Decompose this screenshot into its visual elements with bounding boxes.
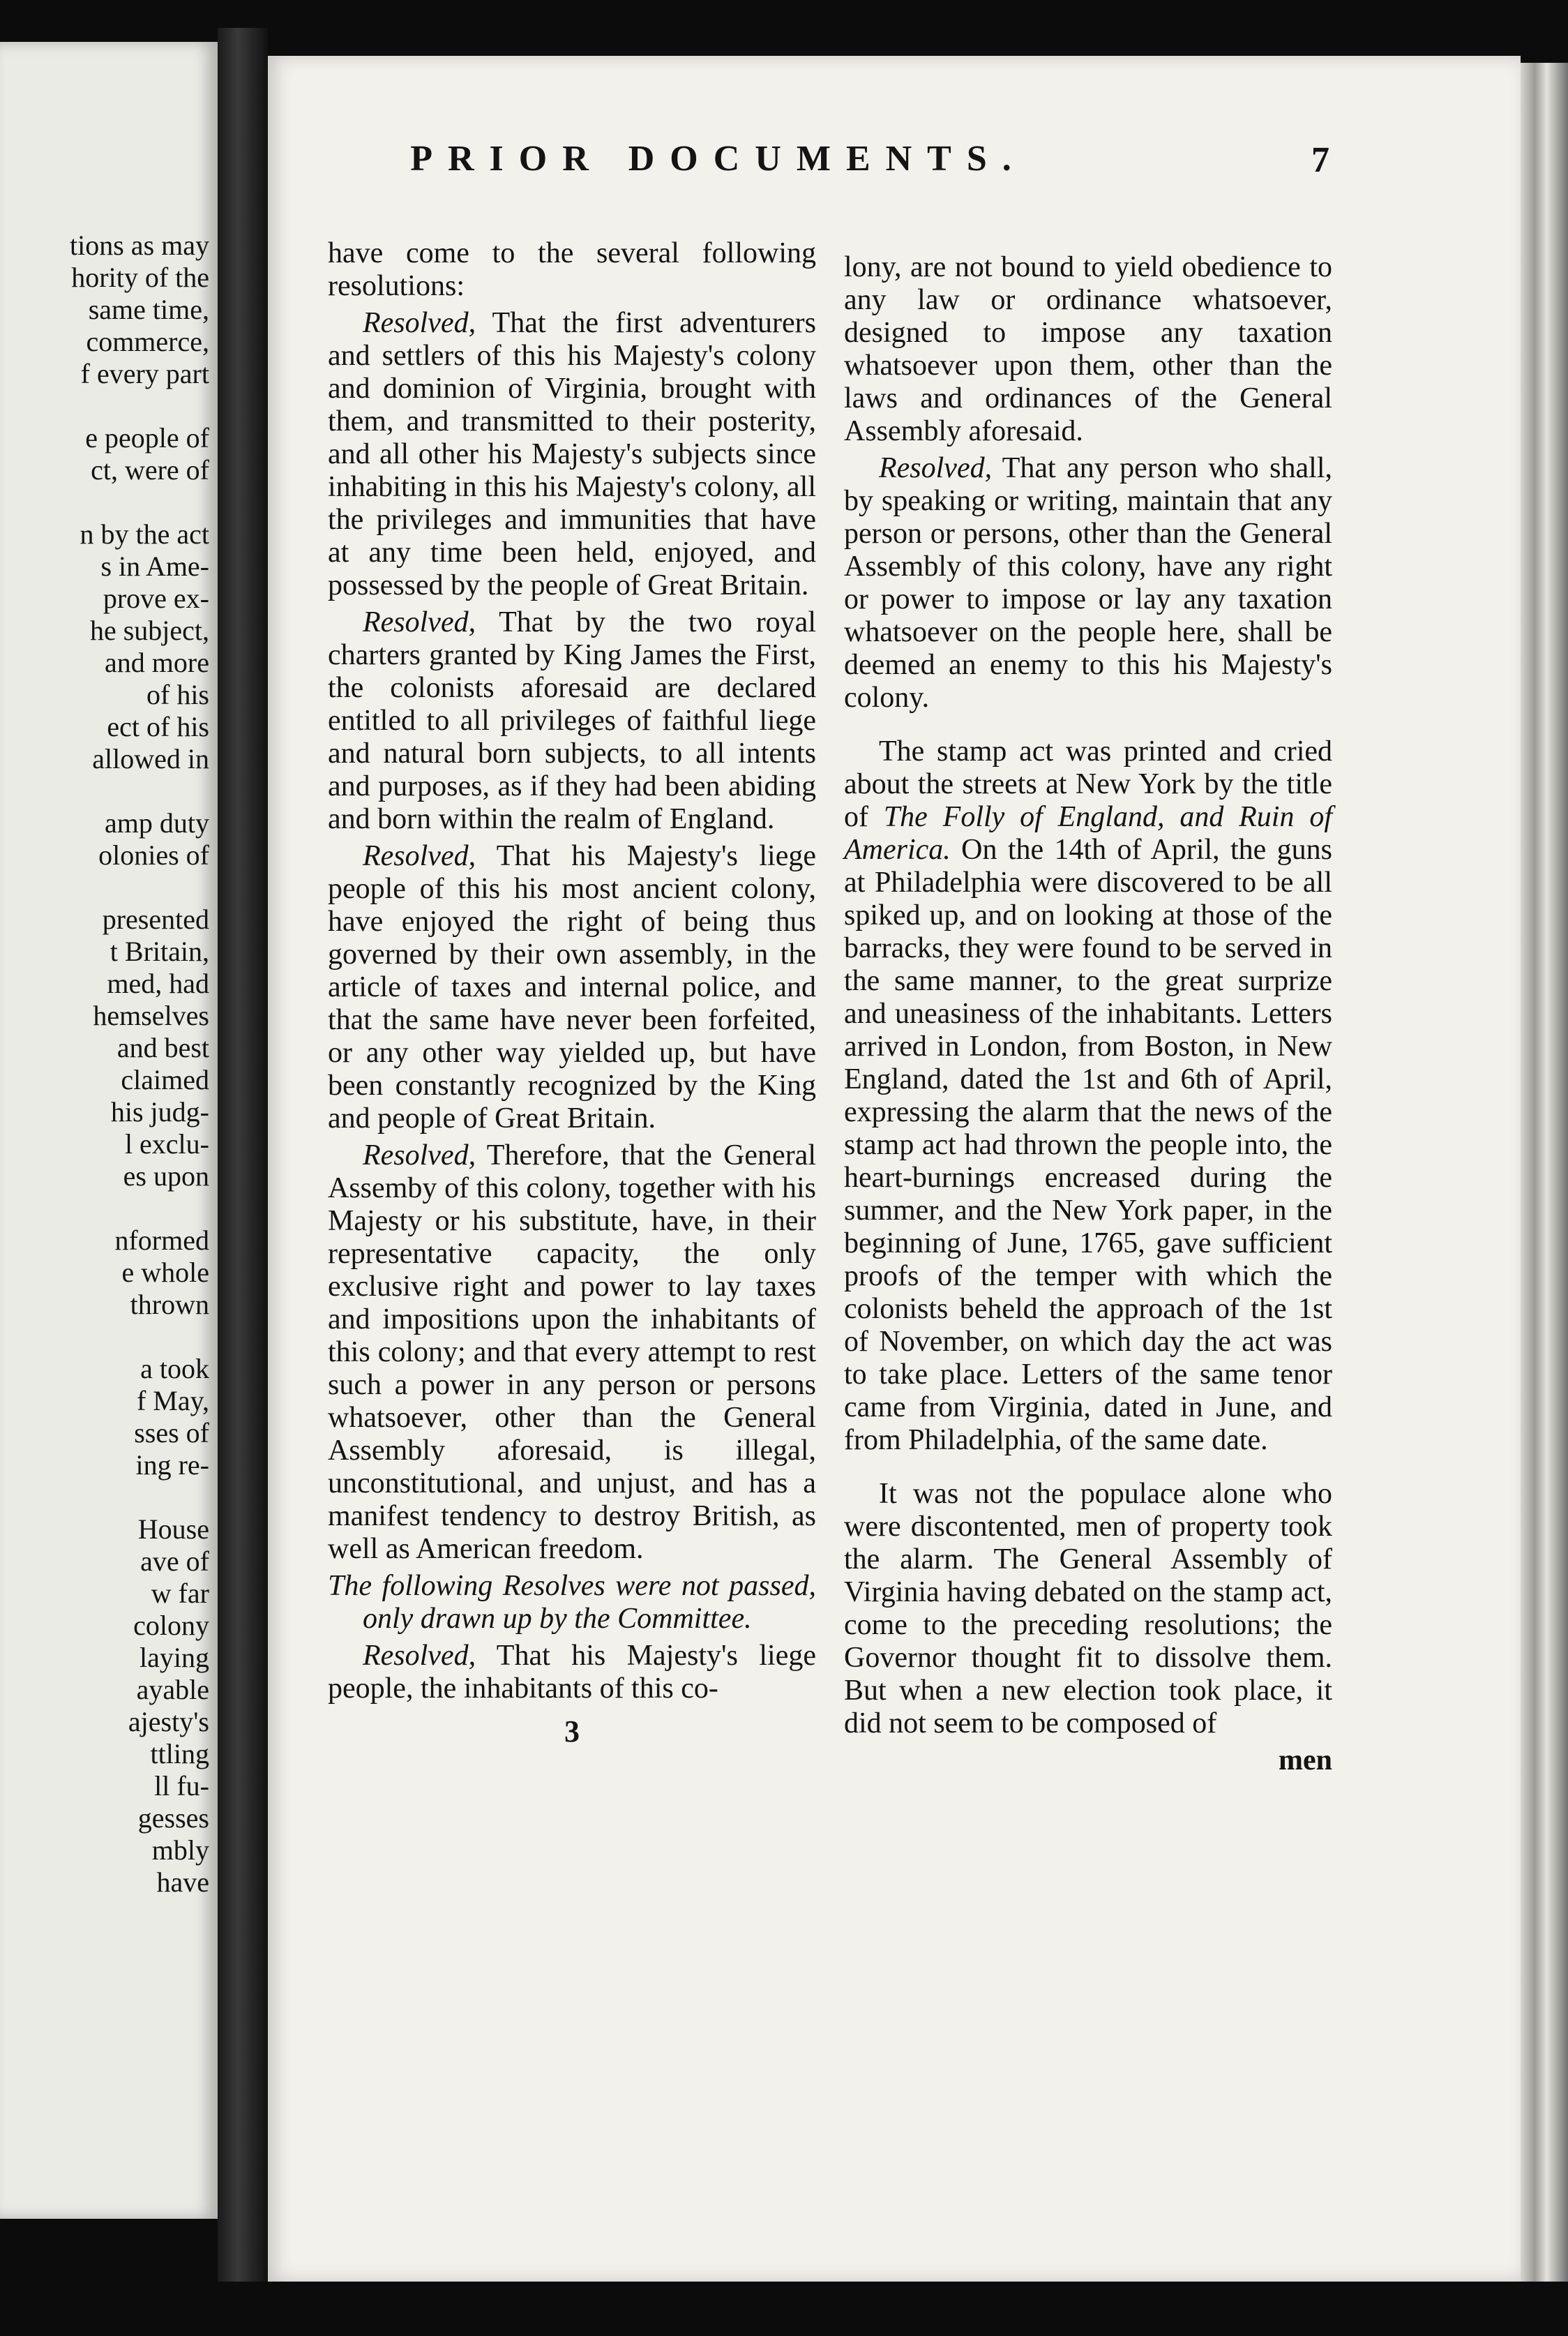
left-page-line: his judg- <box>110 1096 209 1128</box>
left-page-line: commerce, <box>86 326 209 357</box>
resolve-text: That his Majesty's liege people of this his most ancient colony, have enjoyed the right of being thus governed by their own assembly, in the article of taxes and internal police, and that the same have never been forfeited, or any other way yielded up, but have been constantly recognized by the King and people of Great Britain. <box>328 840 816 1135</box>
left-page-line: same time, <box>88 294 209 325</box>
left-page-line: es upon <box>123 1160 209 1192</box>
paragraph-intro: have come to the several following resolutions: <box>328 237 816 302</box>
left-page-line: and best <box>116 1032 209 1063</box>
paragraph-resolve-6 <box>844 452 1332 714</box>
left-page-line: l exclu- <box>124 1128 209 1160</box>
book-gutter <box>218 28 268 2282</box>
left-page-line: presented <box>102 904 209 935</box>
resolved-label: Resolved, <box>363 307 476 339</box>
left-page-line: a took <box>140 1353 209 1384</box>
paragraph-continuation: lony, are not bound to yield obedience to any law or ordinance whatsoever, designed to impose any taxation whatsoever upon them, other than the laws and ordinances of the General Assembly aforesaid. <box>844 251 1332 447</box>
left-page-line: ct, were of <box>91 454 209 486</box>
left-page-line: f May, <box>136 1385 209 1416</box>
resolved-label: Resolved, <box>363 1640 476 1672</box>
left-page-line: and more <box>105 647 209 678</box>
left-page-line: med, had <box>107 968 209 999</box>
left-page-line: gesses <box>137 1802 209 1834</box>
paragraph-resolve-5 <box>328 1640 816 1705</box>
signature-mark: 3 <box>564 1714 580 1749</box>
pamphlet-title: The Folly of England, and Ruin of America. <box>844 801 1332 866</box>
left-column <box>328 237 816 1748</box>
left-page-line: w far <box>151 1578 209 1609</box>
left-page-line: House <box>137 1513 209 1545</box>
left-page-line: ave of <box>140 1545 209 1577</box>
left-page-line: s in Ame- <box>100 551 209 582</box>
left-page-line: olonies of <box>98 839 209 871</box>
right-column <box>844 251 1332 1777</box>
paragraph-stamp-act <box>844 735 1332 1457</box>
page-edge <box>1521 63 1568 2282</box>
left-page-line: e whole <box>121 1257 209 1288</box>
resolve-text: That his Majesty's liege people, the inhabitants of this co- <box>328 1640 816 1705</box>
resolve-text: Therefore, that the General Assemby of this colony, together with his Majesty or his substitute, have, in their representative capacity, the only exclusive right and power to lay taxes and impositions upon the inhabitants of this colony; and that every attempt to rest such a power in any person or persons whatsoever, other than the General Assembly aforesaid, is illegal, unconstitutional, and unjust, and has a manifest tendency to destroy British, as well as American freedom. <box>328 1139 816 1565</box>
left-page-line: have <box>156 1866 209 1898</box>
left-page-line: nformed <box>114 1225 209 1256</box>
paragraph-resolve-2 <box>328 606 816 836</box>
left-page-line: ect of his <box>107 711 209 742</box>
left-page-line: he subject, <box>89 615 209 646</box>
resolved-label: Resolved, <box>363 1139 476 1171</box>
left-page-line: ayable <box>136 1674 209 1705</box>
running-title: PRIOR DOCUMENTS. <box>410 139 1027 179</box>
left-page-line: f every part <box>80 358 209 389</box>
left-page-line: ttling <box>150 1738 209 1769</box>
resolve-text: That by the two royal charters granted by King James the First, the colonists aforesaid are declared entitled to all privileges of faithful liege and natural born subjects, to all intents and purposes, as if they had been abiding and born within the realm of England. <box>328 606 816 835</box>
resolved-label: Resolved, <box>363 840 476 872</box>
page-number: 7 <box>1311 140 1329 180</box>
resolve-text: That any person who shall, by speaking or writing, maintain that any person or persons, other than the General Assembly of this colony, have any right or power to impose or lay any taxation whatsoever on the people here, shall be deemed an enemy to this his Majesty's colony. <box>844 452 1332 714</box>
left-page-line: allowed in <box>92 743 209 774</box>
catchword: men <box>1279 1744 1332 1776</box>
stamp-act-text-b: On the 14th of April, the guns at Philadelphia were discovered to be all spiked up, and on looking at those of the barracks, they were found to be served in the same manner, to the great surprize and uneasiness of the inhabitants. Letters arrived in London, from Boston, in New England, dated the 1st and 6th of April, expressing the alarm that the news of the stamp act had thrown the people into, the heart-burnings encreased during the summer, and the New York paper, in the beginning of June, 1765, gave sufficient proofs of the temper with which the colonists beheld the approach of the 1st of November, on which day the act was to take place. Letters of the same tenor came from Virginia, dated in June, and from Philadelphia, of the same date. <box>844 834 1332 1456</box>
left-page-line: claimed <box>121 1064 209 1095</box>
left-page-line: prove ex- <box>103 583 209 614</box>
left-page-line: ajesty's <box>128 1706 209 1737</box>
paragraph-resolve-4 <box>328 1139 816 1566</box>
stamp-act-text-a: The stamp act was printed and cried about the streets at New York by the title of <box>844 735 1332 833</box>
left-page-line: amp duty <box>105 807 209 839</box>
resolve-text: That the first adventurers and settlers of this his Majesty's colony and dominion of Virginia, brought with them, and transmitted to their posterity, and all other his Majesty's subjects since inhabiting in this his Majesty's colony, all the privileges and immunities that have at any time been held, enjoyed, and possessed by the people of Great Britain. <box>328 307 816 601</box>
left-page-line: mbly <box>151 1834 209 1866</box>
left-page-line: laying <box>140 1642 209 1673</box>
paragraph-resolve-1 <box>328 307 816 602</box>
paragraph-resolve-3 <box>328 840 816 1135</box>
previous-page-fragment <box>0 42 218 2219</box>
left-page-line: tions as may <box>70 230 209 261</box>
left-page-line: e people of <box>85 422 209 454</box>
paragraph-populace: It was not the populace alone who were discontented, men of property took the alarm. The General Assembly of Virginia having debated on the stamp act, come to the preceding resolutions; the Governor thought fit to dissolve them. But when a new election took place, it did not seem to be composed of <box>844 1478 1332 1739</box>
left-page-line: hemselves <box>93 1000 209 1031</box>
italic-note: The following Resolves were not passed, only drawn up by the Committee. <box>328 1570 816 1635</box>
left-page-line: ing re- <box>135 1449 209 1481</box>
left-page-line: n by the act <box>80 518 209 550</box>
left-page-line: of his <box>146 679 209 710</box>
left-page-line: t Britain, <box>110 936 209 967</box>
left-page-line: colony <box>133 1610 209 1641</box>
resolved-label: Resolved, <box>879 452 993 484</box>
left-page-line: ll fu- <box>154 1770 209 1802</box>
left-page-line: hority of the <box>71 262 209 293</box>
left-page-line: thrown <box>130 1289 209 1320</box>
resolved-label: Resolved, <box>363 606 476 638</box>
left-page-line: sses of <box>134 1417 209 1448</box>
